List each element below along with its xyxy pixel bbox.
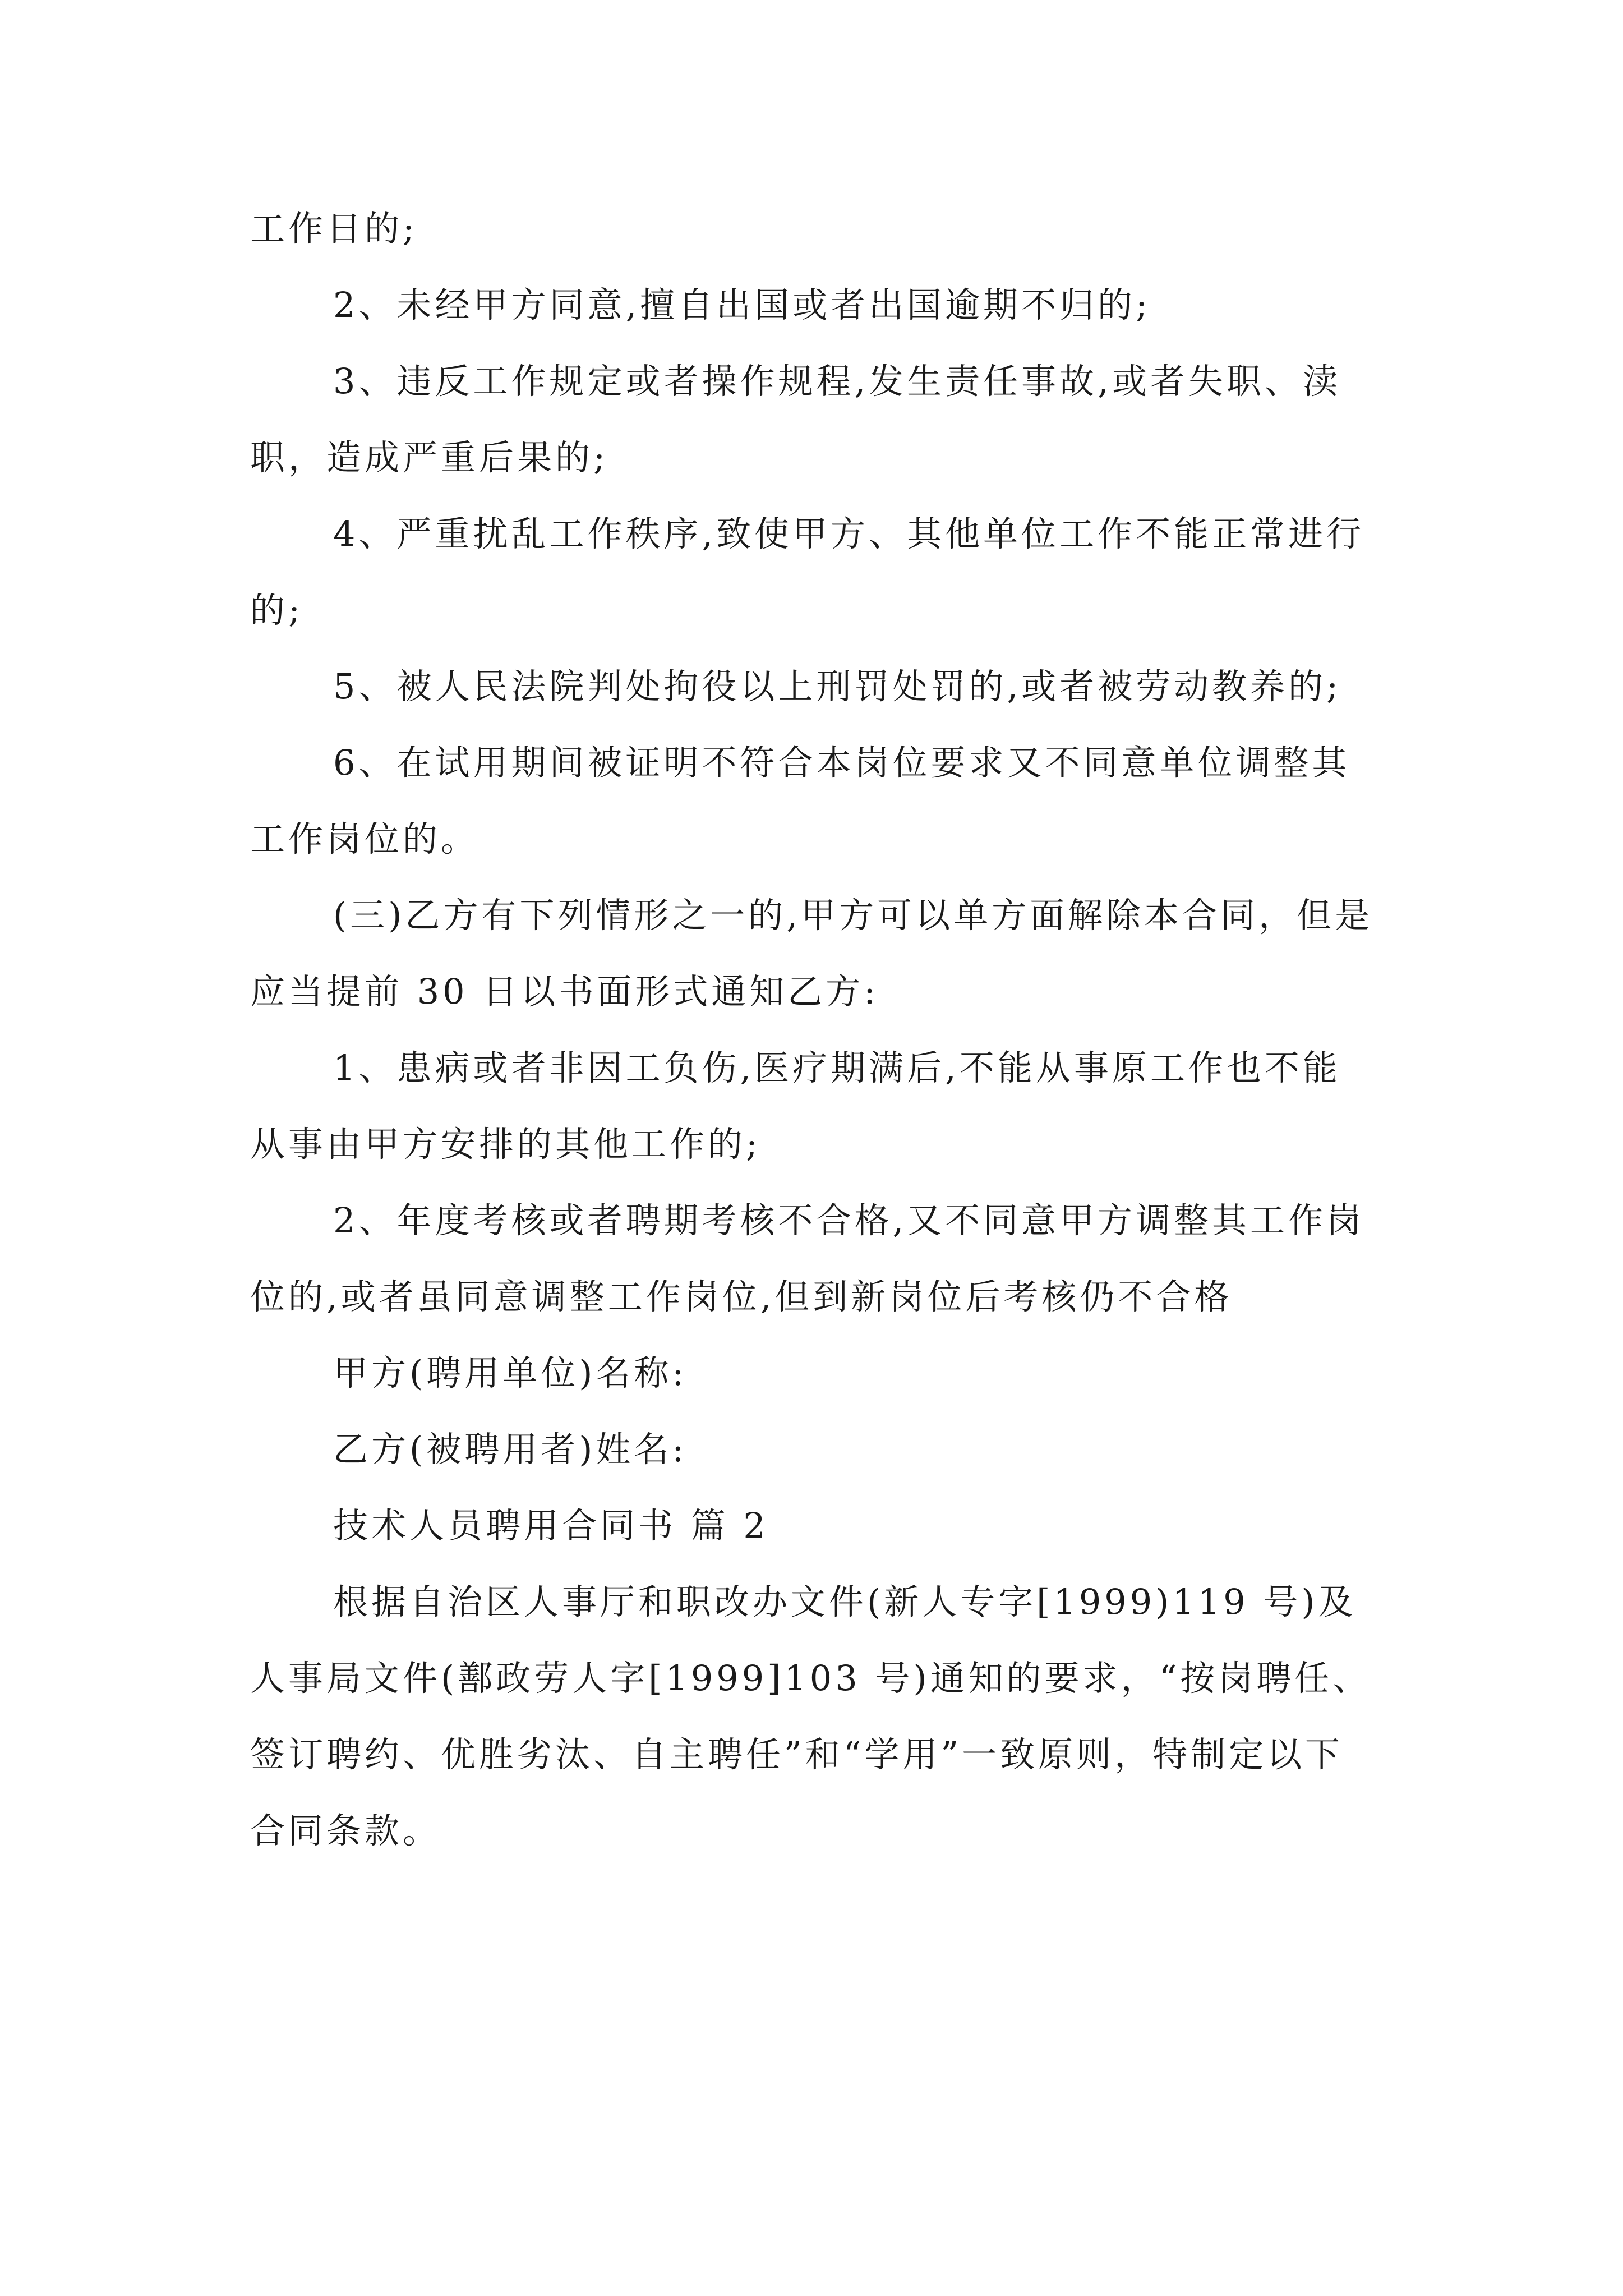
party-b-name-line: 乙方(被聘用者)姓名: xyxy=(333,1429,688,1470)
party-a-name-line: 甲方(聘用单位)名称: xyxy=(333,1352,688,1393)
paragraph-6: 6、在试用期间被证明不符合本岗位要求又不同意单位调整其工作岗位的。 xyxy=(250,742,1350,859)
document-body xyxy=(250,191,1377,1869)
paragraph-2: 2、未经甲方同意,擅自出国或者出国逾期不归的; xyxy=(333,284,1151,325)
paragraph-9: 2、年度考核或者聘期考核不合格,又不同意甲方调整其工作岗位的,或者虽同意调整工作岗位,但到新岗位后考核仍不合格 xyxy=(250,1200,1365,1317)
paragraph-13: 根据自治区人事厅和职改办文件(新人专字[1999)119 号)及人事局文件(鄯政劳人字[1999]103 号)通知的要求，“按岗聘任、签订聘约、优胜劣汰、自主聘任”和“学用”一致原则，特制定以下合同条款。 xyxy=(250,1581,1371,1851)
section-heading: 技术人员聘用合同书 篇 2 xyxy=(333,1505,769,1546)
paragraph-8: 1、患病或者非因工负伤,医疗期满后,不能从事原工作也不能从事由甲方安排的其他工作的; xyxy=(250,1047,1341,1165)
paragraph-7: (三)乙方有下列情形之一的,甲方可以单方面解除本合同，但是应当提前 30 日以书面形式通知乙方: xyxy=(250,895,1373,1012)
paragraph-5: 5、被人民法院判处拘役以上刑罚处罚的,或者被劳动教养的; xyxy=(333,666,1342,707)
paragraph-1: 工作日的; xyxy=(250,208,418,249)
paragraph-4: 4、严重扰乱工作秩序,致使甲方、其他单位工作不能正常进行的; xyxy=(250,513,1365,631)
paragraph-3: 3、违反工作规定或者操作规程,发生责任事故,或者失职、渎职，造成严重后果的; xyxy=(250,361,1341,478)
